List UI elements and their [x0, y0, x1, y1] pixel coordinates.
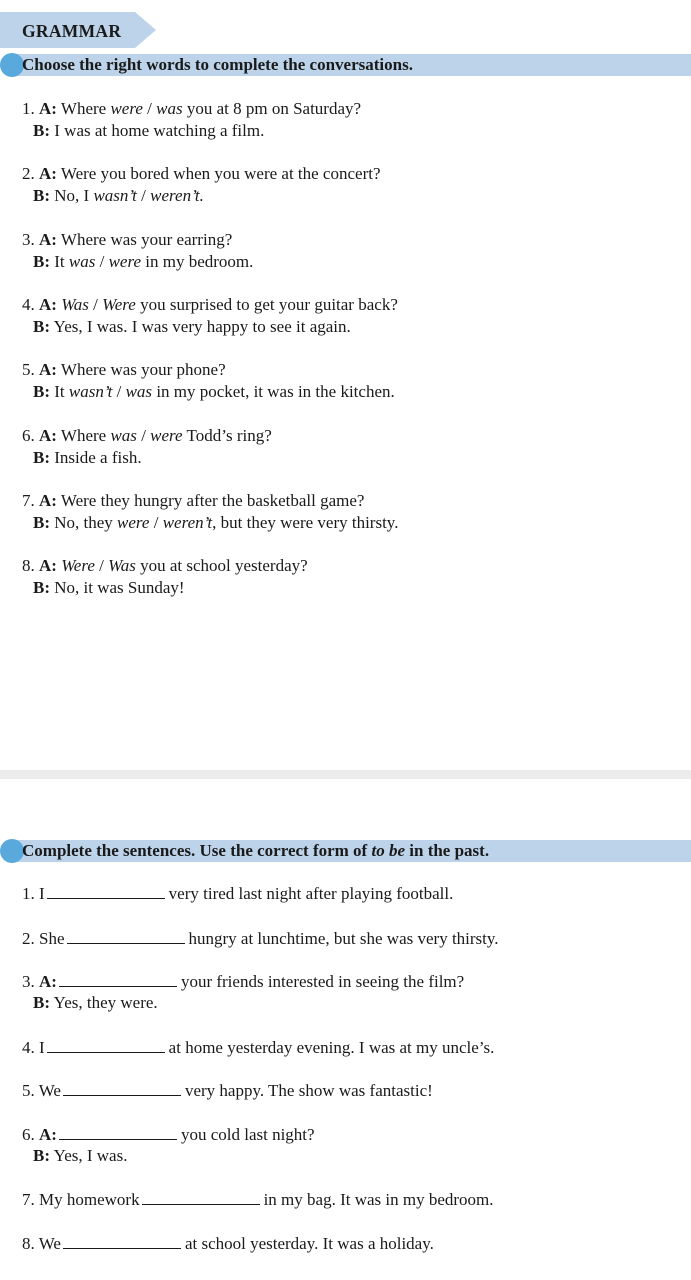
item-number: 8.: [22, 1234, 35, 1253]
ex1-item-7-b: [33, 513, 398, 533]
ex2-item-5: [22, 1081, 433, 1101]
page-divider: [0, 770, 691, 779]
option: were: [110, 99, 143, 118]
option: wasn’t: [68, 382, 113, 401]
item-number: 8.: [22, 556, 35, 575]
item-number: 6.: [22, 1125, 35, 1144]
separator: /: [88, 295, 103, 314]
speaker-b: B:: [33, 382, 50, 401]
option: weren’t.: [150, 186, 204, 205]
text: No, I: [54, 186, 94, 205]
item-number: 6.: [22, 426, 35, 445]
speaker-b: B:: [33, 578, 50, 597]
text: in my bag. It was in my bedroom.: [263, 1190, 494, 1209]
text: Where: [60, 99, 111, 118]
option: Were: [61, 556, 95, 575]
text: at home yesterday evening. I was at my uncle’s.: [168, 1038, 495, 1057]
ex1-item-3-a: [22, 230, 232, 250]
text: My homework: [39, 1190, 140, 1209]
item-number: 4.: [22, 1038, 35, 1057]
separator: /: [112, 382, 126, 401]
text: Yes, I was. I was very happy to see it again.: [53, 317, 351, 336]
answer-blank[interactable]: [47, 897, 165, 899]
option: were: [108, 252, 142, 271]
exercise-1-title: Choose the right words to complete the conversations.: [22, 55, 413, 74]
ex1-item-4-b: [33, 317, 351, 337]
speaker-b: B:: [33, 448, 50, 467]
option: was: [125, 382, 153, 401]
item-number: 2.: [22, 929, 35, 948]
text: you surprised to get your guitar back?: [135, 295, 398, 314]
option: Were: [102, 295, 136, 314]
item-number: 1.: [22, 99, 35, 118]
text: No, they: [54, 513, 118, 532]
option: Was: [61, 295, 89, 314]
ex2-item-7: [22, 1190, 494, 1210]
text: It: [54, 382, 69, 401]
speaker-a: A:: [39, 556, 57, 575]
text: It: [54, 252, 69, 271]
text: We: [38, 1234, 61, 1253]
speaker-a: A:: [39, 99, 57, 118]
text: in my pocket, it was in the kitchen.: [152, 382, 395, 401]
exercise-2-header: [14, 840, 691, 862]
answer-blank[interactable]: [47, 1051, 165, 1053]
option: wasn’t: [93, 186, 137, 205]
text: at school yesterday. It was a holiday.: [184, 1234, 434, 1253]
separator: /: [149, 513, 163, 532]
speaker-b: B:: [33, 252, 50, 271]
answer-blank[interactable]: [63, 1247, 181, 1249]
text: Todd’s ring?: [182, 426, 272, 445]
exercise-number-badge: [0, 839, 24, 863]
ex2-item-3-b: [33, 993, 158, 1013]
item-number: 4.: [22, 295, 35, 314]
ex1-item-6-b: [33, 448, 142, 468]
text: Yes, they were.: [53, 993, 158, 1012]
text: your friends interested in seeing the film?: [180, 972, 465, 991]
text: Were you bored when you were at the concert?: [60, 164, 381, 183]
ex1-item-8-b: [33, 578, 185, 598]
separator: /: [136, 426, 151, 445]
item-number: 7.: [22, 1190, 35, 1209]
answer-blank[interactable]: [142, 1203, 260, 1205]
speaker-b: B:: [33, 186, 50, 205]
ex2-item-3-a: [22, 972, 464, 992]
text: I: [39, 1038, 45, 1057]
exercise-2-title: Complete the sentences. Use the correct form of to be in the past.: [22, 841, 490, 860]
speaker-b: B:: [33, 317, 50, 336]
speaker-b: B:: [33, 513, 50, 532]
answer-blank[interactable]: [63, 1094, 181, 1096]
ex1-item-5-b: [33, 382, 395, 402]
separator: /: [136, 186, 151, 205]
option: weren’t: [162, 513, 213, 532]
exercise-number-badge: [0, 53, 24, 77]
ex1-item-2-a: [22, 164, 381, 184]
ex1-item-1-a: [22, 99, 361, 119]
worksheet-page-2: [0, 779, 691, 1280]
speaker-a: A:: [39, 230, 57, 249]
ex1-item-8-a: [22, 556, 308, 576]
text: Yes, I was.: [53, 1146, 128, 1165]
text: Where: [60, 426, 111, 445]
speaker-a: A:: [39, 164, 57, 183]
answer-blank[interactable]: [59, 985, 177, 987]
ex1-item-1-b: [33, 121, 264, 141]
item-number: 5.: [22, 360, 35, 379]
item-number: 3.: [22, 972, 35, 991]
text: very tired last night after playing football.: [168, 884, 454, 903]
item-number: 5.: [22, 1081, 35, 1100]
ex2-item-8: [22, 1234, 434, 1254]
speaker-a: A:: [39, 972, 57, 991]
ex1-item-3-b: [33, 252, 253, 272]
ex1-item-7-a: [22, 491, 364, 511]
text: , but they were very thirsty.: [212, 513, 399, 532]
text: She: [39, 929, 65, 948]
option: was: [110, 426, 137, 445]
text: very happy. The show was fantastic!: [184, 1081, 433, 1100]
text: you cold last night?: [180, 1125, 315, 1144]
title-emphasis: to be: [371, 841, 406, 860]
exercise-1-header: [14, 54, 691, 76]
item-number: 2.: [22, 164, 35, 183]
option: was: [156, 99, 183, 118]
option: was: [68, 252, 96, 271]
text: you at 8 pm on Saturday?: [182, 99, 362, 118]
text: No, it was Sunday!: [54, 578, 185, 597]
option: were: [150, 426, 183, 445]
ex2-item-6-a: [22, 1125, 315, 1145]
item-number: 7.: [22, 491, 35, 510]
text: Inside a fish.: [54, 448, 142, 467]
text: you at school yesterday?: [135, 556, 308, 575]
speaker-a: A:: [39, 295, 57, 314]
separator: /: [95, 252, 109, 271]
text: Were they hungry after the basketball game?: [60, 491, 365, 510]
answer-blank[interactable]: [59, 1138, 177, 1140]
option: were: [117, 513, 150, 532]
ex1-item-4-a: [22, 295, 398, 315]
speaker-a: A:: [39, 1125, 57, 1144]
ex2-item-6-b: [33, 1146, 127, 1166]
speaker-b: B:: [33, 121, 50, 140]
section-label: GRAMMAR: [22, 21, 122, 41]
text: Where was your earring?: [60, 230, 233, 249]
option: Was: [108, 556, 136, 575]
speaker-a: A:: [39, 491, 57, 510]
ex1-item-6-a: [22, 426, 272, 446]
speaker-b: B:: [33, 1146, 50, 1165]
ex1-item-2-b: [33, 186, 204, 206]
text: Where was your phone?: [60, 360, 226, 379]
text: I was at home watching a film.: [54, 121, 265, 140]
item-number: 1.: [22, 884, 35, 903]
ex2-item-1: [22, 884, 453, 904]
text: hungry at lunchtime, but she was very thirsty.: [188, 929, 499, 948]
ex1-item-5-a: [22, 360, 226, 380]
separator: /: [94, 556, 109, 575]
ex2-item-2: [22, 929, 499, 949]
text: in my bedroom.: [141, 252, 254, 271]
ex2-item-4: [22, 1038, 494, 1058]
text: We: [38, 1081, 61, 1100]
speaker-a: A:: [39, 360, 57, 379]
answer-blank[interactable]: [67, 942, 185, 944]
separator: /: [142, 99, 157, 118]
item-number: 3.: [22, 230, 35, 249]
speaker-a: A:: [39, 426, 57, 445]
text: I: [39, 884, 45, 903]
speaker-b: B:: [33, 993, 50, 1012]
